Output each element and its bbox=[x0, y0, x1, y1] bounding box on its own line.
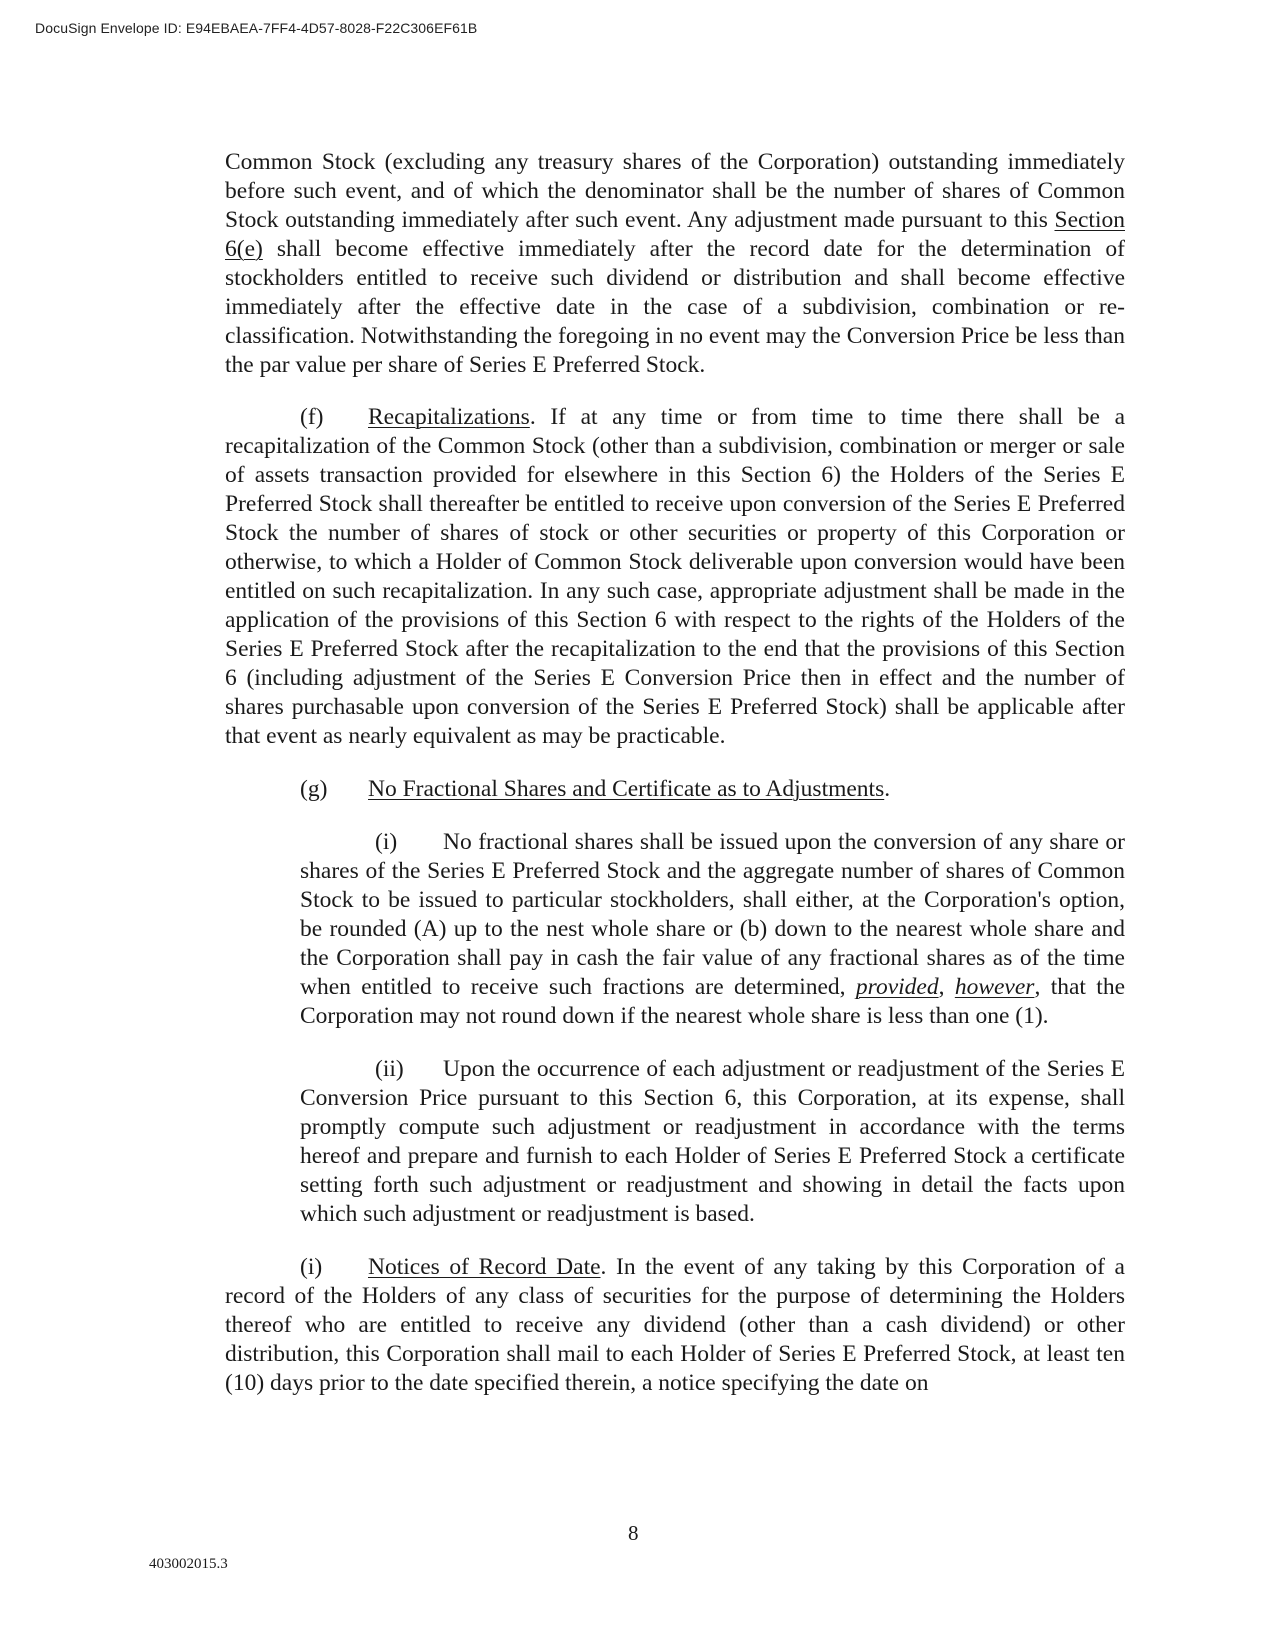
clause-title-period: . bbox=[884, 776, 891, 802]
subclause-label-i: (i) bbox=[375, 829, 398, 855]
clause-label-i: (i) bbox=[300, 1254, 323, 1280]
term-comma: , bbox=[938, 974, 955, 1000]
subclause-text-i-end: , that the Corporation may not round down if the nearest whole share is less than one (1). bbox=[300, 974, 1125, 1029]
subclause-label-ii: (ii) bbox=[375, 1056, 404, 1082]
clause-label-g: (g) bbox=[300, 776, 328, 802]
subclause-text-i-start: No fractional shares shall be issued upon the conversion of any share or shares of the Series E Preferred Stock and the aggregate number of shares of Common Stock to be issued to particular stockholders, shall either, at the Corporation's option, be rounded (A) up to the nest whole share or (b) down to the nearest whole share and the Corporation shall pay in cash the fair value of any fractional shares as of the time when entitled to receive such fractions are determined, bbox=[300, 829, 1125, 1000]
term-provided: provided bbox=[855, 974, 939, 1000]
continuation-text-end: shall become effective immediately after the record date for the determination of stockholders entitled to receive such dividend or distribution and shall become effective immediately after the effective date in the case of a subdivision, combination or re-classification. Notwithstanding the foregoing in no event may the Conversion Price be less than the par value per share of Series E Preferred Stock. bbox=[225, 236, 1125, 378]
paragraph-continuation bbox=[225, 148, 1125, 380]
document-id: 403002015.3 bbox=[149, 1556, 228, 1572]
document-body bbox=[225, 148, 1125, 1398]
page-number: 8 bbox=[628, 1521, 639, 1545]
docusign-envelope-id: DocuSign Envelope ID: E94EBAEA-7FF4-4D57-8028-F22C306EF61B bbox=[35, 20, 478, 36]
term-however: however bbox=[954, 974, 1035, 1000]
paragraph-recapitalizations bbox=[225, 403, 1125, 751]
clause-text-f: . If at any time or from time to time there shall be a recapitalization of the Common Stock (other than a subdivision, combination or merger or sale of assets transaction provided for elsewhere in this Section 6) the Holders of the Series E Preferred Stock shall thereafter be entitled to receive upon conversion of the Series E Preferred Stock the number of shares of stock or other securities or property of this Corporation or otherwise, to which a Holder of Common Stock deliverable upon conversion would have been entitled on such recapitalization. In any such case, appropriate adjustment shall be made in the application of the provisions of this Section 6 with respect to the rights of the Holders of the Series E Preferred Stock after the recapitalization to the end that the provisions of this Section 6 (including adjustment of the Series E Conversion Price then in effect and the number of shares purchasable upon conversion of the Series E Preferred Stock) shall be applicable after that event as nearly equivalent as may be practicable. bbox=[225, 404, 1125, 749]
subclause-text-ii: Upon the occurrence of each adjustment or readjustment of the Series E Conversion Price pursuant to this Section 6, this Corporation, at its expense, shall promptly compute such adjustment or readjustment in accordance with the terms hereof and prepare and furnish to each Holder of Series E Preferred Stock a certificate setting forth such adjustment or readjustment and showing in detail the facts upon which such adjustment or readjustment is based. bbox=[300, 1056, 1125, 1227]
continuation-text-start: Common Stock (excluding any treasury shares of the Corporation) outstanding immediately before such event, and of which the denominator shall be the number of shares of Common Stock outstanding immediately after such event. Any adjustment made pursuant to this bbox=[225, 149, 1125, 233]
heading-fractional-shares bbox=[300, 775, 1125, 804]
clause-title-recapitalizations: Recapitalizations bbox=[368, 404, 530, 430]
paragraph-notices-of-record-date bbox=[225, 1253, 1125, 1398]
subparagraph-g-ii bbox=[300, 1055, 1125, 1229]
clause-text-i: . In the event of any taking by this Corporation of a record of the Holders of any class of securities for the purpose of determining the Holders thereof who are entitled to receive any dividend (other than a cash dividend) or other distribution, this Corporation shall mail to each Holder of Series E Preferred Stock, at least ten (10) days prior to the date specified therein, a notice specifying the date on bbox=[225, 1254, 1125, 1396]
section-reference: Section 6(e) bbox=[225, 207, 1125, 262]
clause-label-f: (f) bbox=[300, 404, 324, 430]
subparagraph-g-i bbox=[300, 828, 1125, 1031]
clause-title-notices: Notices of Record Date bbox=[368, 1254, 601, 1280]
clause-title-fractional-shares: No Fractional Shares and Certificate as to Adjustments bbox=[368, 776, 885, 802]
